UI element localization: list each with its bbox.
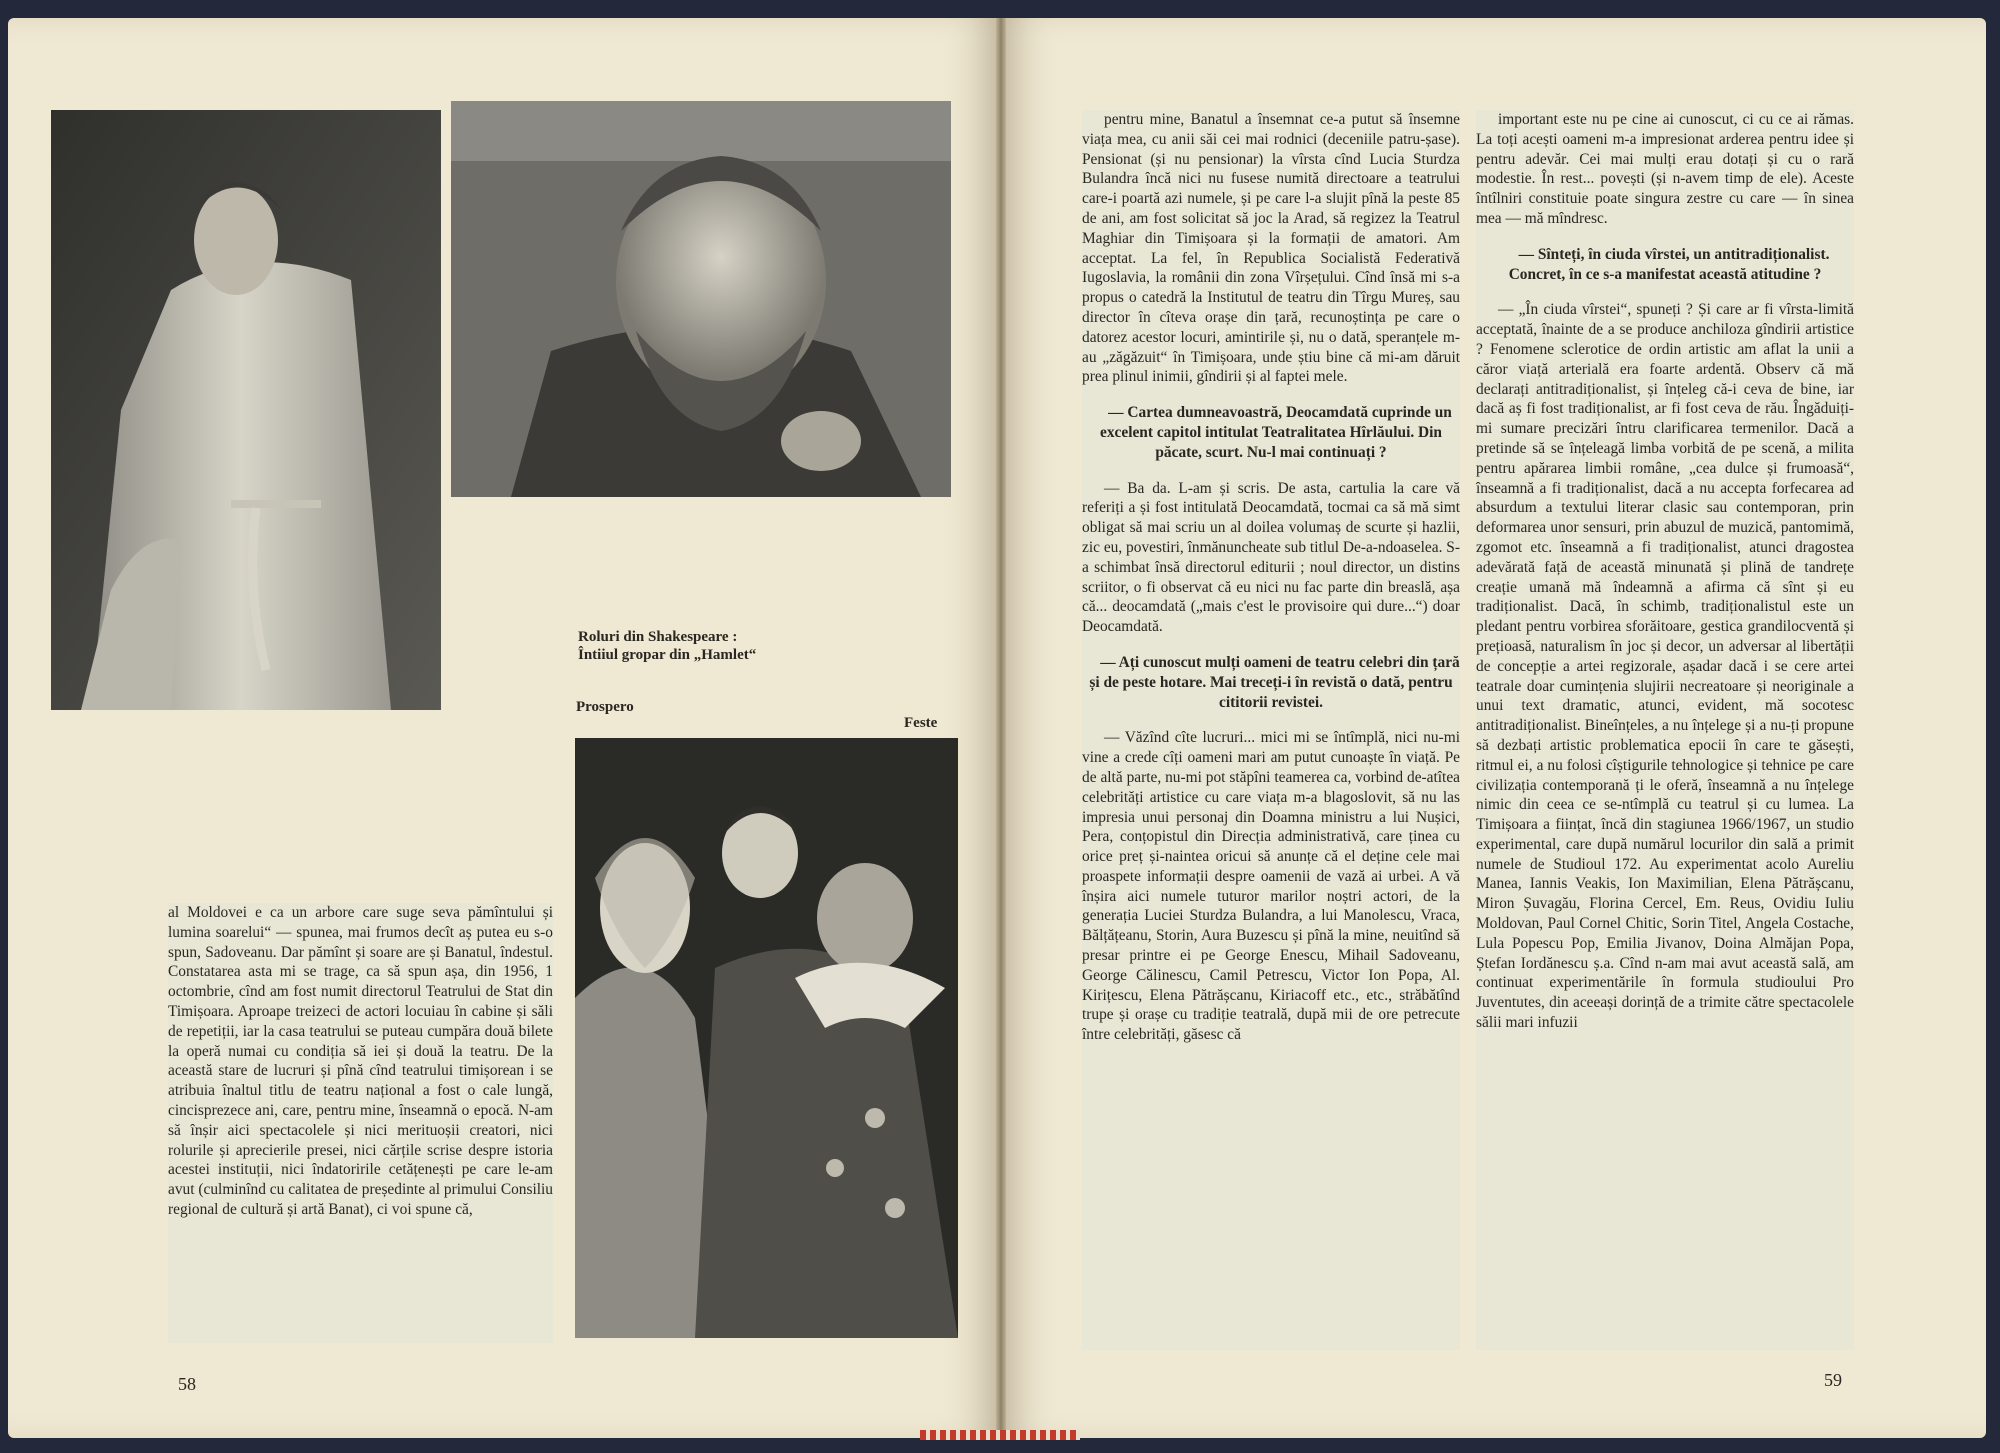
photo-feste	[575, 738, 958, 1338]
page-number-right: 59	[1824, 1370, 1842, 1390]
photo-prospero	[51, 110, 441, 710]
left-article-column	[168, 903, 553, 1343]
photo-gropar	[451, 101, 951, 497]
left-page	[8, 18, 998, 1438]
right-article-column-2	[1476, 110, 1854, 1350]
caption-title: Roluri din Shakespeare :	[578, 629, 738, 645]
interview-question: — Ați cunoscut mulți oameni de teatru celebri din țară și de peste hotare. Mai treceți-i în revistă o dată, pentru cititorii revistei.	[1089, 653, 1460, 711]
caption-role-gropar: Întiiul gropar din „Hamlet“	[578, 647, 757, 663]
book-gutter	[996, 18, 1006, 1438]
interview-question: — Sînteți, în ciuda vîrstei, un antitradiționalist. Concret, în ce s-a manifestat această atitudine ?	[1508, 245, 1830, 283]
right-page	[1002, 18, 1986, 1438]
caption-role-feste: Feste	[904, 715, 938, 731]
article-paragraph: important este nu pe cine ai cunoscut, ci cu ce ai rămas. La toți acești oameni m-a impresionat arderea pentru idee și pentru adevăr. Cei mai mulți erau dotați și cu o rară modestie. În rest... povești (și n-avem timp de ele). Aceste întîlniri constituie poate singura zestre cu care — în sinea mea — mă mîndresc.	[1476, 111, 1854, 227]
article-paragraph: — Văzînd cîte lucruri... mici mi se întîmplă, nici nu-mi vine a crede cîți oameni mari am putut cunoaște în viață. Pe de altă parte, nu-mi pot stăpîni teamerea ca, vorbind de-atîtea celebrități artistice cu care viața m-a blagoslovit, să nu las impresia unui personaj din Doamna ministru a lui Nușici, Pera, conțopistul din Direcția administrativă, care ținea cu orice preț și-naintea oricui să anunțe că el deține cele mai proaspete informații despre oamenii de vază ai urbei. A vă înșira aici numele tuturor marilor noștri actori, de la generația Luciei Sturdza Bulandra, a lui Manolescu, Vraca, Bălțățeanu, Storin, Aura Buzescu și pînă la mine, neuitînd să presar printre ei pe George Enescu, Mihail Sadoveanu, George Călinescu, Camil Petrescu, Victor Ion Popa, Al. Kirițescu, Elena Pătrășcanu, Kiriacoff etc., etc., străbătînd trupe și orașe cu tradiție teatrală, după mii de ore petrecute între celebrități, găsesc că	[1082, 729, 1460, 1044]
caption-role-prospero: Prospero	[576, 699, 634, 715]
page-number-left: 58	[178, 1374, 196, 1394]
interview-question: — Cartea dumneavoastră, Deocamdată cuprinde un excelent capitol intitulat Teatralitatea Hîrlăului. Din păcate, scurt. Nu-l mai continuați ?	[1100, 404, 1452, 461]
right-article-column-1	[1082, 110, 1460, 1350]
article-paragraph: al Moldovei e ca un arbore care suge seva pămîntului și lumina soarelui“ — spunea, mai frumos decît aș putea eu s-o spun, Sadoveanu. Dar pămînt și soare are și Banatul, îndestul. Constatarea asta mi se trage, ca să spun așa, din 1956, 1 octombrie, cînd am fost numit directorul Teatrului de Stat din Timișoara. Aproape treizeci de actori locuiau în cabine și săli de repetiții, iar la casa teatrului se puteau cumpăra două bilete la operă numai cu condiția să iei și două la teatru. De la această stare de lucruri și pînă cînd teatrului timișorean i se atribuia înaltul titlu de teatru național a fost o cale lungă, cincisprezece ani, care, pentru mine, înseamnă o epocă. N-am să înșir aici spectacolele și nici merituoșii creatori, nici rolurile și aprecierile presei, nici cărțile scrise despre istoria acestei instituții, nici îndatoririle cetățenești pe care le-am avut (culminînd cu calitatea de președinte al primului Consiliu regional de cultură și artă Banat), ci voi spune că,	[168, 904, 553, 1218]
article-paragraph: pentru mine, Banatul a însemnat ce-a putut să însemne viața mea, cu anii săi cei mai rodnici (deceniile patru-șase). Pensionat (și nu pensionar) la vîrsta cînd Lucia Sturdza Bulandra încă nici nu fusese numită directoare a teatrului care-i poartă azi numele, și pe care l-a slujit pînă la peste 85 de ani, am fost solicitat să joc la Arad, să regizez la Teatrul Maghiar din Timișoara și la formații de amatori. Am acceptat. La fel, în Republica Socialistă Federativă Iugoslavia, la românii din zona Vîrșețului. Cînd însă mi s-a propus o catedră la Institutul de teatru din Tîrgu Mureș, sau director în cîteva orașe din țară, recunoștința pe care o datorez acestor locuri, amintirile și, nu o dată, speranțele m-au „zăgăzuit“ în Timișoara, unde știu bine că mi-am dăruit prea plinul inimii, gîndirii și al faptei mele.	[1082, 111, 1460, 386]
binding-stitch	[920, 1430, 1080, 1440]
article-paragraph: — „În ciuda vîrstei“, spuneți ? Și care ar fi vîrsta-limită acceptată, înainte de a se produce anchiloza gîndirii artistice ? Fenomene sclerotice de ordin artistic am aflat la unii a căror viață arterială era foarte ardentă. Observ că mă declarați antitradiționalist, și înțeleg că-i ceva de bine, iar dacă aș fi fost tradiționalist, ar fi fost ceva de rău. Îngăduiți-mi sumare precizări întru clarificarea termenilor. Dacă a pretinde să se înțeleagă limba vorbită de pe scenă, a milita pentru apărarea limbii române, „cea dulce și frumoasă“, înseamnă a fi tradiționalist, dacă a nu accepta forfecarea ad absurdum a textului literar clasic sau contemporan, prin deformarea unor sensuri, prin abuzul de muzică, pantomimă, zgomot etc. înseamnă a fi tradiționalist, atunci dragostea adevărată față de această minunată și plină de tandrețe creație umană mă îndeamnă a afirma că sînt și eu tradiționalist. Dacă, în schimb, tradiționalistul este un pledant pentru vorbirea sforăitoare, gestica grandilocventă și prețioasă, naturalism în joc și decor, un adversar al libertății de concepție a artei regizorale, așadar dacă i se cere artei teatrale doar cumințenia slujirii necreatoare și neoriginale a unui text dramatic, atunci, evident, mă socotesc antitradiționalist. Bineînțeles, a nu înțelege și a nu-ți propune să dezbați artistic problematica epocii în care te găsești, ritmul ei, a nu folosi cîștigurile tehnologice și tehnice pe care civilizația contemporană ți le oferă, înseamnă a nu înțelege nimic din ceea ce se-ntîmplă cu teatrul și cu lumea. La Timișoara a ființat, încă din stagiunea 1966/1967, un studio experimental, care după numărul locurilor din sală a primit numele de Studioul 172. Au experimentat acolo Aureliu Manea, Iannis Veakis, Ion Maximilian, Elena Pătrășcanu, Miron Șuvagău, Florina Cercel, Em. Reus, Ovidiu Iuliu Moldovan, Paul Cornel Chitic, Sorin Titel, Angela Costache, Lula Popescu Pop, Emilia Jivanov, Doina Almăjan Popa, Ștefan Iordănescu ș.a. Cînd n-am mai avut această sală, am continuat experimentările în formula studioului Pro Juventutes, din aceeași dorință de a trimite către spectacolele sălii mari infuzii	[1476, 301, 1854, 1032]
article-paragraph: — Ba da. L-am și scris. De asta, cartulia la care vă referiți a și fost intitulată Deocamdată, tocmai ca să mă simt obligat să mai scriu un al doilea volumaș de scurte și hazlii, zic eu, povestiri, înmănuncheate sub titlul De-a-ndoaselea. S-a schimbat însă directorul editurii ; noul director, un distins scriitor, o fi observat că eu nici nu fac parte din breaslă, așa că... deocamdată („mais c'est le provisoire qui dure...“) doar Deocamdată.	[1082, 479, 1460, 636]
photo-caption	[578, 628, 898, 664]
